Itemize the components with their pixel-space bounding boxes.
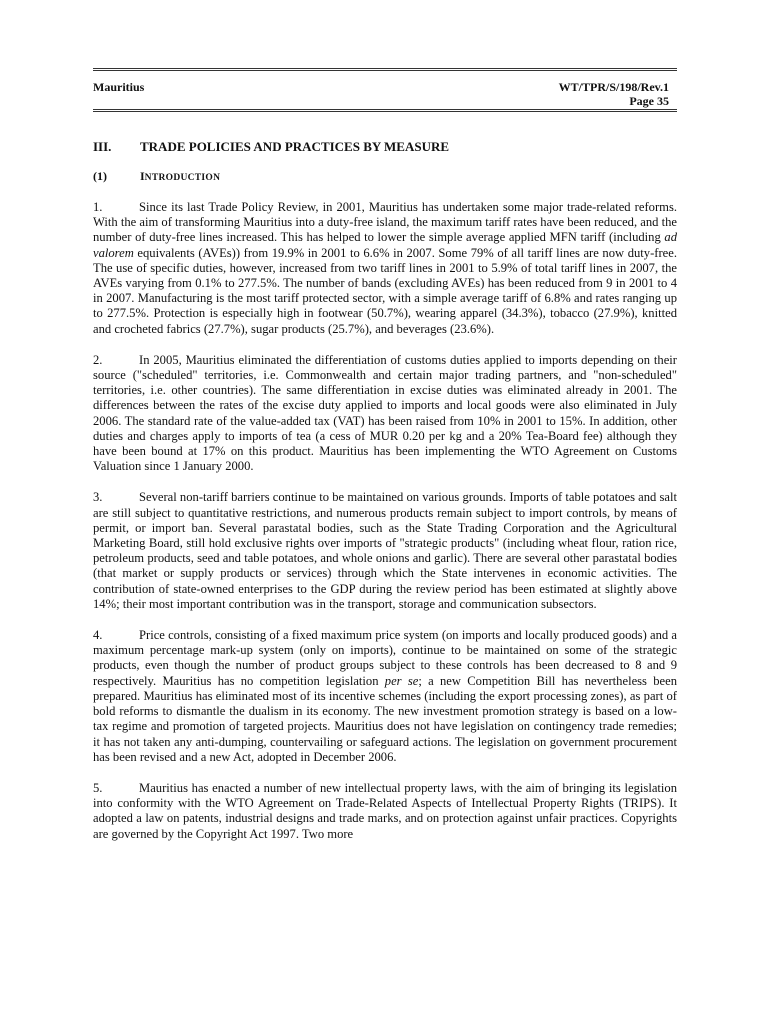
paragraph-text: Since its last Trade Policy Review, in 2001, Mauritius has undertaken some major trade-related reforms. With the aim of transforming Mauritius into a duty-free island, the maximum tariff rates have been reduced, and the number of duty-free lines increased. This has helped to lower the simple average applied MFN tariff (including [93,200,677,245]
paragraph-number: 2. [93,352,103,367]
subsection-heading [93,169,677,184]
paragraph-italic-term: ad valorem [93,230,677,260]
paragraph-number: 1. [93,200,103,214]
paragraph-text: In 2005, Mauritius eliminated the differentiation of customs duties applied to imports depending on their source ("scheduled" territories, i.e. Commonwealth and certain major trading partners, and "non-scheduled" territories, i.e. other countries). The same differentiation in excise duties was eliminated already in 2001. The differences between the rates of the excise duty applied to imports and local goods were also eliminated in July 2006. The standard rate of the value-added tax (VAT) has been raised from 10% in 2001 to 15%. In addition, other duties and charges apply to imports of tea (a cess of MUR 0.20 per kg and a 20% Tea-Board fee) although they have been bound at 17% on this product. Mauritius has been implementing the WTO Agreement on Customs Valuation since 1 January 2000. [93,352,677,474]
section-number: III. [93,139,112,154]
paragraph-3 [93,490,677,612]
paragraph-4 [93,628,677,765]
subsection-title-rest: NTRODUCTION [144,173,221,183]
document-page [93,68,677,842]
doc-symbol: WT/TPR/S/198/Rev.1 [558,80,669,94]
paragraph-number: 3. [93,490,103,505]
page-header [93,71,677,109]
paragraph-5 [93,781,677,842]
page-number: Page 35 [629,94,669,108]
paragraph-1 [93,200,677,337]
section-title: TRADE POLICIES AND PRACTICES BY MEASURE [140,139,450,154]
header-right [559,80,669,108]
paragraph-text: Mauritius has enacted a number of new intellectual property laws, with the aim of bringing its legislation into conformity with the WTO Agreement on Trade-Related Aspects of Intellectual Property Rights (TRIPS). It adopted a law on patents, industrial designs and trade marks, and on protection against unfair practices. Copyrights are governed by the Copyright Act 1997. Two more [93,780,677,841]
header-bottom-rule [93,109,677,112]
section-heading [93,139,677,155]
paragraph-text-continued: ; a new Competition Bill has nevertheless been prepared. Mauritius has eliminated most of its incentive schemes (including the export processing zones), as part of bold reforms to dismantle the dualism in its economy. The new investment promotion strategy is based on a low-tax regime and promotion of targeted projects. Mauritius does not have legislation on contingency trade remedies; it has not taken any anti-dumping, countervailing or safeguard actions. The legislation on government procurement has been revised and a new Act, adopted in December 2006. [93,673,678,764]
header-country: Mauritius [93,80,145,94]
paragraph-number: 4. [93,628,103,643]
paragraph-text: Several non-tariff barriers continue to be maintained on various grounds. Imports of table potatoes and salt are still subject to quantitative restrictions, and numerous products remain subject to import controls, by means of permit, or import ban. Several parastatal bodies, such as the State Trading Corporation and the Agricultural Marketing Board, still hold exclusive rights over imports of "strategic products" (including wheat flour, ration rice, petroleum products, seed and table potatoes, and whole onions and garlic). There are several other parastatal bodies (that market or supply products or services) through which the State intervenes in economic activities. The contribution of state-owned enterprises to the GDP during the review period has been estimated at slightly above 14%; their most important contribution was in the transport, storage and communication subsectors. [93,490,677,611]
paragraph-text-continued: equivalents (AVEs)) from 19.9% in 2001 to 6.6% in 2007. Some 79% of all tariff lines are now duty-free. The use of specific duties, however, increased from two tariff lines in 2001 to 5.9% of total tariff lines in 2007, the AVEs varying from 0.1% to 277.5%. The number of bands (excluding AVEs) has been reduced from 9 in 2001 to 4 in 2007. Manufacturing is the most tariff protected sector, with a simple average tariff of 6.8% and rates ranging up to 277.5%. Protection is especially high in footwear (50.7%), wearing apparel (34.3%), tobacco (27.9%), knitted and crocheted fabrics (27.7%), sugar products (25.7%), and beverages (23.6%). [93,245,677,336]
paragraph-text: Price controls, consisting of a fixed maximum price system (on imports and locally produced goods) and a maximum percentage mark-up system (only on imports), continue to be maintained on some of the strategic products, even though the number of product groups subject to these controls has been decreased to 8 and 9 respectively. Mauritius has no competition legislation [93,628,677,688]
subsection-number: (1) [93,169,107,183]
paragraph-italic-term: per se [384,673,419,688]
subsection-title-initial: I [140,169,145,183]
subsection-title [140,169,220,184]
paragraph-2 [93,353,677,475]
paragraph-number: 5. [93,780,103,795]
